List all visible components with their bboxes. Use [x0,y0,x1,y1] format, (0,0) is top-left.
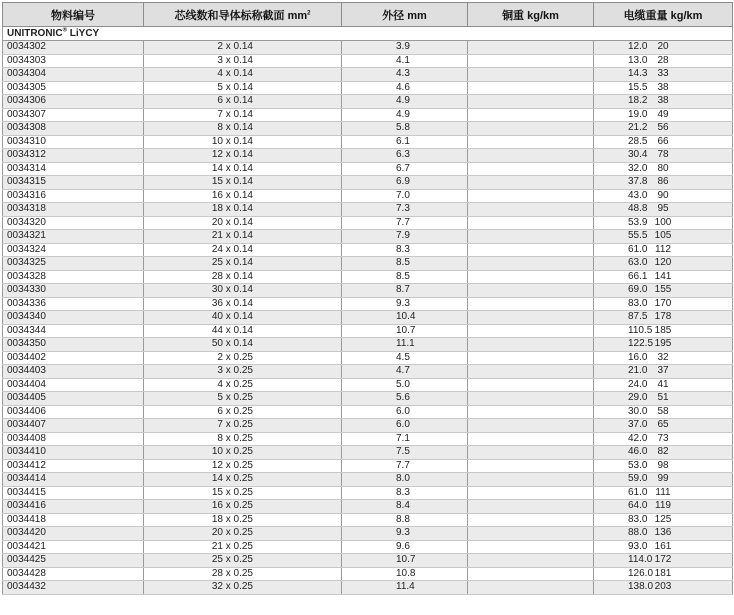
cell-cable-weight: 100 [594,216,733,230]
cell-copper-weight: 37.0 [468,419,594,433]
cell-cores: 30 x 0.14 [144,284,342,298]
cell-cores: 6 x 0.14 [144,95,342,109]
cell-part-no: 0034315 [3,176,144,190]
cable-spec-table [2,2,733,595]
cell-outer-diameter: 4.9 [342,95,468,109]
cell-copper-weight: 64.0 [468,500,594,514]
cell-cores: 4 x 0.14 [144,68,342,82]
cell-outer-diameter: 9.3 [342,297,468,311]
cell-part-no: 0034350 [3,338,144,352]
cell-outer-diameter: 7.0 [342,189,468,203]
cell-outer-diameter: 3.9 [342,41,468,55]
cell-outer-diameter: 4.9 [342,108,468,122]
cell-part-no: 0034418 [3,513,144,527]
cell-part-no: 0034428 [3,567,144,581]
cell-cores: 28 x 0.25 [144,567,342,581]
table-row [3,189,733,203]
cell-copper-weight: 138.0 [468,581,594,595]
cell-outer-diameter: 8.5 [342,257,468,271]
cell-cable-weight: 119 [594,500,733,514]
cell-cable-weight: 33 [594,68,733,82]
table-row [3,230,733,244]
table-row [3,419,733,433]
cell-cable-weight: 203 [594,581,733,595]
cell-copper-weight: 30.4 [468,149,594,163]
cell-cores: 21 x 0.25 [144,540,342,554]
cell-cores: 32 x 0.25 [144,581,342,595]
cell-cable-weight: 82 [594,446,733,460]
cell-outer-diameter: 5.8 [342,122,468,136]
cell-outer-diameter: 4.1 [342,54,468,68]
cell-copper-weight: 12.0 [468,41,594,55]
cell-part-no: 0034325 [3,257,144,271]
cell-cable-weight: 28 [594,54,733,68]
cell-cores: 20 x 0.14 [144,216,342,230]
cell-copper-weight: 43.0 [468,189,594,203]
cell-part-no: 0034302 [3,41,144,55]
cell-outer-diameter: 8.0 [342,473,468,487]
cell-copper-weight: 55.5 [468,230,594,244]
cell-cable-weight: 172 [594,554,733,568]
registered-mark: ® [62,27,67,34]
cell-cable-weight: 20 [594,41,733,55]
cell-cores: 7 x 0.25 [144,419,342,433]
cell-cable-weight: 185 [594,324,733,338]
cell-part-no: 0034406 [3,405,144,419]
cell-part-no: 0034312 [3,149,144,163]
cell-copper-weight: 42.0 [468,432,594,446]
cell-copper-weight: 53.9 [468,216,594,230]
cell-cable-weight: 99 [594,473,733,487]
cell-outer-diameter: 6.0 [342,405,468,419]
cell-cores: 18 x 0.14 [144,203,342,217]
cell-part-no: 0034402 [3,351,144,365]
table-row [3,68,733,82]
table-row [3,135,733,149]
cell-copper-weight: 61.0 [468,486,594,500]
cell-part-no: 0034405 [3,392,144,406]
cell-cable-weight: 73 [594,432,733,446]
cell-outer-diameter: 7.7 [342,216,468,230]
cell-copper-weight: 122.5 [468,338,594,352]
cell-cores: 10 x 0.14 [144,135,342,149]
cell-part-no: 0034408 [3,432,144,446]
header-cores-superscript: 2 [307,9,311,16]
cell-cores: 16 x 0.25 [144,500,342,514]
table-row [3,446,733,460]
table-row [3,81,733,95]
cell-cable-weight: 49 [594,108,733,122]
cell-part-no: 0034314 [3,162,144,176]
table-row [3,378,733,392]
cell-part-no: 0034412 [3,459,144,473]
cell-cable-weight: 86 [594,176,733,190]
group-suffix: LiYCY [66,27,100,39]
cell-cores: 40 x 0.14 [144,311,342,325]
table-row [3,513,733,527]
cell-part-no: 0034420 [3,527,144,541]
cell-cores: 3 x 0.14 [144,54,342,68]
cell-outer-diameter: 4.3 [342,68,468,82]
table-row [3,567,733,581]
cell-cable-weight: 32 [594,351,733,365]
cell-copper-weight: 69.0 [468,284,594,298]
cell-cable-weight: 65 [594,419,733,433]
cell-cable-weight: 98 [594,459,733,473]
cell-cable-weight: 90 [594,189,733,203]
cell-cable-weight: 41 [594,378,733,392]
cell-cores: 8 x 0.25 [144,432,342,446]
header-cores [144,3,342,27]
cell-copper-weight: 110.5 [468,324,594,338]
cell-part-no: 0034410 [3,446,144,460]
cell-copper-weight: 14.3 [468,68,594,82]
cell-cores: 21 x 0.14 [144,230,342,244]
cell-copper-weight: 46.0 [468,446,594,460]
cell-outer-diameter: 6.9 [342,176,468,190]
cell-outer-diameter: 6.3 [342,149,468,163]
cell-copper-weight: 32.0 [468,162,594,176]
cell-copper-weight: 30.0 [468,405,594,419]
cell-cores: 3 x 0.25 [144,365,342,379]
cell-outer-diameter: 5.6 [342,392,468,406]
cell-cores: 20 x 0.25 [144,527,342,541]
header-outer-diameter-label: 外径 mm [382,9,427,22]
cell-outer-diameter: 7.1 [342,432,468,446]
cell-copper-weight: 19.0 [468,108,594,122]
cell-outer-diameter: 4.7 [342,365,468,379]
table-row [3,122,733,136]
header-row [3,3,733,27]
cell-outer-diameter: 8.7 [342,284,468,298]
cell-cores: 24 x 0.14 [144,243,342,257]
cell-copper-weight: 126.0 [468,567,594,581]
cell-copper-weight: 83.0 [468,297,594,311]
cell-cable-weight: 51 [594,392,733,406]
group-title [3,27,733,41]
cell-cable-weight: 161 [594,540,733,554]
table-row [3,257,733,271]
cell-copper-weight: 28.5 [468,135,594,149]
cell-part-no: 0034404 [3,378,144,392]
table-row [3,392,733,406]
cell-outer-diameter: 6.7 [342,162,468,176]
cell-outer-diameter: 10.4 [342,311,468,325]
cell-cores: 12 x 0.14 [144,149,342,163]
table-row [3,216,733,230]
cell-outer-diameter: 11.1 [342,338,468,352]
table-row [3,540,733,554]
cell-outer-diameter: 8.5 [342,270,468,284]
cell-part-no: 0034344 [3,324,144,338]
table-row [3,149,733,163]
cell-copper-weight: 16.0 [468,351,594,365]
cell-outer-diameter: 7.3 [342,203,468,217]
cell-cores: 50 x 0.14 [144,338,342,352]
cell-cores: 7 x 0.14 [144,108,342,122]
cell-cores: 14 x 0.25 [144,473,342,487]
cell-outer-diameter: 8.3 [342,486,468,500]
table-row [3,459,733,473]
cell-cable-weight: 95 [594,203,733,217]
cell-part-no: 0034415 [3,486,144,500]
cell-cores: 25 x 0.25 [144,554,342,568]
cell-outer-diameter: 5.0 [342,378,468,392]
cell-cores: 44 x 0.14 [144,324,342,338]
header-copper-weight [468,3,594,27]
header-copper-weight-label: 铜重 kg/km [502,9,559,22]
cell-copper-weight: 48.8 [468,203,594,217]
cell-cores: 15 x 0.25 [144,486,342,500]
table-row [3,324,733,338]
table-row [3,311,733,325]
cell-cable-weight: 56 [594,122,733,136]
cell-copper-weight: 21.2 [468,122,594,136]
cell-part-no: 0034330 [3,284,144,298]
table-row [3,243,733,257]
cell-part-no: 0034336 [3,297,144,311]
cell-outer-diameter: 6.1 [342,135,468,149]
cell-copper-weight: 114.0 [468,554,594,568]
cell-part-no: 0034340 [3,311,144,325]
table-row [3,581,733,595]
cell-part-no: 0034432 [3,581,144,595]
cell-copper-weight: 59.0 [468,473,594,487]
cell-outer-diameter: 10.7 [342,324,468,338]
cell-copper-weight: 37.8 [468,176,594,190]
cell-cable-weight: 141 [594,270,733,284]
cell-part-no: 0034310 [3,135,144,149]
cell-outer-diameter: 9.3 [342,527,468,541]
cell-copper-weight: 18.2 [468,95,594,109]
table-row [3,405,733,419]
cell-cores: 5 x 0.25 [144,392,342,406]
cell-cable-weight: 181 [594,567,733,581]
table-row [3,338,733,352]
cell-copper-weight: 53.0 [468,459,594,473]
cell-cable-weight: 38 [594,95,733,109]
cell-cable-weight: 136 [594,527,733,541]
cell-cable-weight: 58 [594,405,733,419]
cell-copper-weight: 61.0 [468,243,594,257]
cell-copper-weight: 87.5 [468,311,594,325]
cell-cable-weight: 38 [594,81,733,95]
cell-part-no: 0034328 [3,270,144,284]
cell-copper-weight: 29.0 [468,392,594,406]
header-cable-weight-label: 电缆重量 kg/km [623,9,703,22]
cell-cores: 6 x 0.25 [144,405,342,419]
cell-outer-diameter: 11.4 [342,581,468,595]
cell-outer-diameter: 9.6 [342,540,468,554]
cell-cores: 25 x 0.14 [144,257,342,271]
cell-cable-weight: 112 [594,243,733,257]
cell-part-no: 0034316 [3,189,144,203]
cell-copper-weight: 13.0 [468,54,594,68]
cell-cores: 16 x 0.14 [144,189,342,203]
cell-part-no: 0034403 [3,365,144,379]
cell-copper-weight: 21.0 [468,365,594,379]
cell-copper-weight: 93.0 [468,540,594,554]
table-row [3,162,733,176]
table-row [3,41,733,55]
cell-cores: 12 x 0.25 [144,459,342,473]
cell-cores: 2 x 0.14 [144,41,342,55]
table-row [3,351,733,365]
cell-cable-weight: 111 [594,486,733,500]
cell-part-no: 0034305 [3,81,144,95]
cell-outer-diameter: 8.4 [342,500,468,514]
cell-cable-weight: 80 [594,162,733,176]
cell-part-no: 0034307 [3,108,144,122]
table-row [3,432,733,446]
cell-cores: 28 x 0.14 [144,270,342,284]
cell-cable-weight: 78 [594,149,733,163]
cell-part-no: 0034308 [3,122,144,136]
cell-cable-weight: 66 [594,135,733,149]
cell-outer-diameter: 7.7 [342,459,468,473]
cell-outer-diameter: 7.9 [342,230,468,244]
cell-part-no: 0034425 [3,554,144,568]
cell-part-no: 0034304 [3,68,144,82]
table-row [3,284,733,298]
cell-cable-weight: 155 [594,284,733,298]
group-name: UNITRONIC [7,27,63,39]
table-row [3,500,733,514]
cell-cable-weight: 125 [594,513,733,527]
cell-outer-diameter: 4.6 [342,81,468,95]
cell-cable-weight: 120 [594,257,733,271]
cell-cores: 14 x 0.14 [144,162,342,176]
cell-cable-weight: 170 [594,297,733,311]
header-part-no-label: 物料编号 [51,9,95,22]
header-cores-label: 芯线数和导体标称截面 mm [174,9,308,22]
cell-part-no: 0034320 [3,216,144,230]
table-row [3,54,733,68]
cell-part-no: 0034321 [3,230,144,244]
cell-part-no: 0034318 [3,203,144,217]
cell-copper-weight: 15.5 [468,81,594,95]
cell-copper-weight: 83.0 [468,513,594,527]
cell-cores: 4 x 0.25 [144,378,342,392]
cell-cores: 36 x 0.14 [144,297,342,311]
cell-outer-diameter: 4.5 [342,351,468,365]
cell-outer-diameter: 10.8 [342,567,468,581]
cell-cores: 2 x 0.25 [144,351,342,365]
cell-copper-weight: 24.0 [468,378,594,392]
cell-part-no: 0034306 [3,95,144,109]
cell-cable-weight: 105 [594,230,733,244]
cell-outer-diameter: 8.3 [342,243,468,257]
cell-cores: 8 x 0.14 [144,122,342,136]
cell-outer-diameter: 7.5 [342,446,468,460]
cell-cable-weight: 37 [594,365,733,379]
cell-part-no: 0034416 [3,500,144,514]
table-row [3,527,733,541]
cell-part-no: 0034407 [3,419,144,433]
cell-part-no: 0034414 [3,473,144,487]
cell-cores: 5 x 0.14 [144,81,342,95]
cell-part-no: 0034421 [3,540,144,554]
table-row [3,554,733,568]
table-row [3,473,733,487]
table-row [3,203,733,217]
cell-cores: 15 x 0.14 [144,176,342,190]
cell-cores: 18 x 0.25 [144,513,342,527]
table-row [3,486,733,500]
cell-outer-diameter: 6.0 [342,419,468,433]
table-row [3,297,733,311]
table-row [3,108,733,122]
table-row [3,95,733,109]
header-part-no [3,3,144,27]
header-outer-diameter [342,3,468,27]
cell-part-no: 0034303 [3,54,144,68]
table-row [3,270,733,284]
cell-outer-diameter: 10.7 [342,554,468,568]
cell-cable-weight: 195 [594,338,733,352]
table-row [3,176,733,190]
cell-outer-diameter: 8.8 [342,513,468,527]
header-cable-weight [594,3,733,27]
cell-cable-weight: 178 [594,311,733,325]
table-row [3,365,733,379]
group-row [3,27,733,41]
cell-part-no: 0034324 [3,243,144,257]
cell-copper-weight: 88.0 [468,527,594,541]
cell-cores: 10 x 0.25 [144,446,342,460]
cell-copper-weight: 63.0 [468,257,594,271]
cell-copper-weight: 66.1 [468,270,594,284]
